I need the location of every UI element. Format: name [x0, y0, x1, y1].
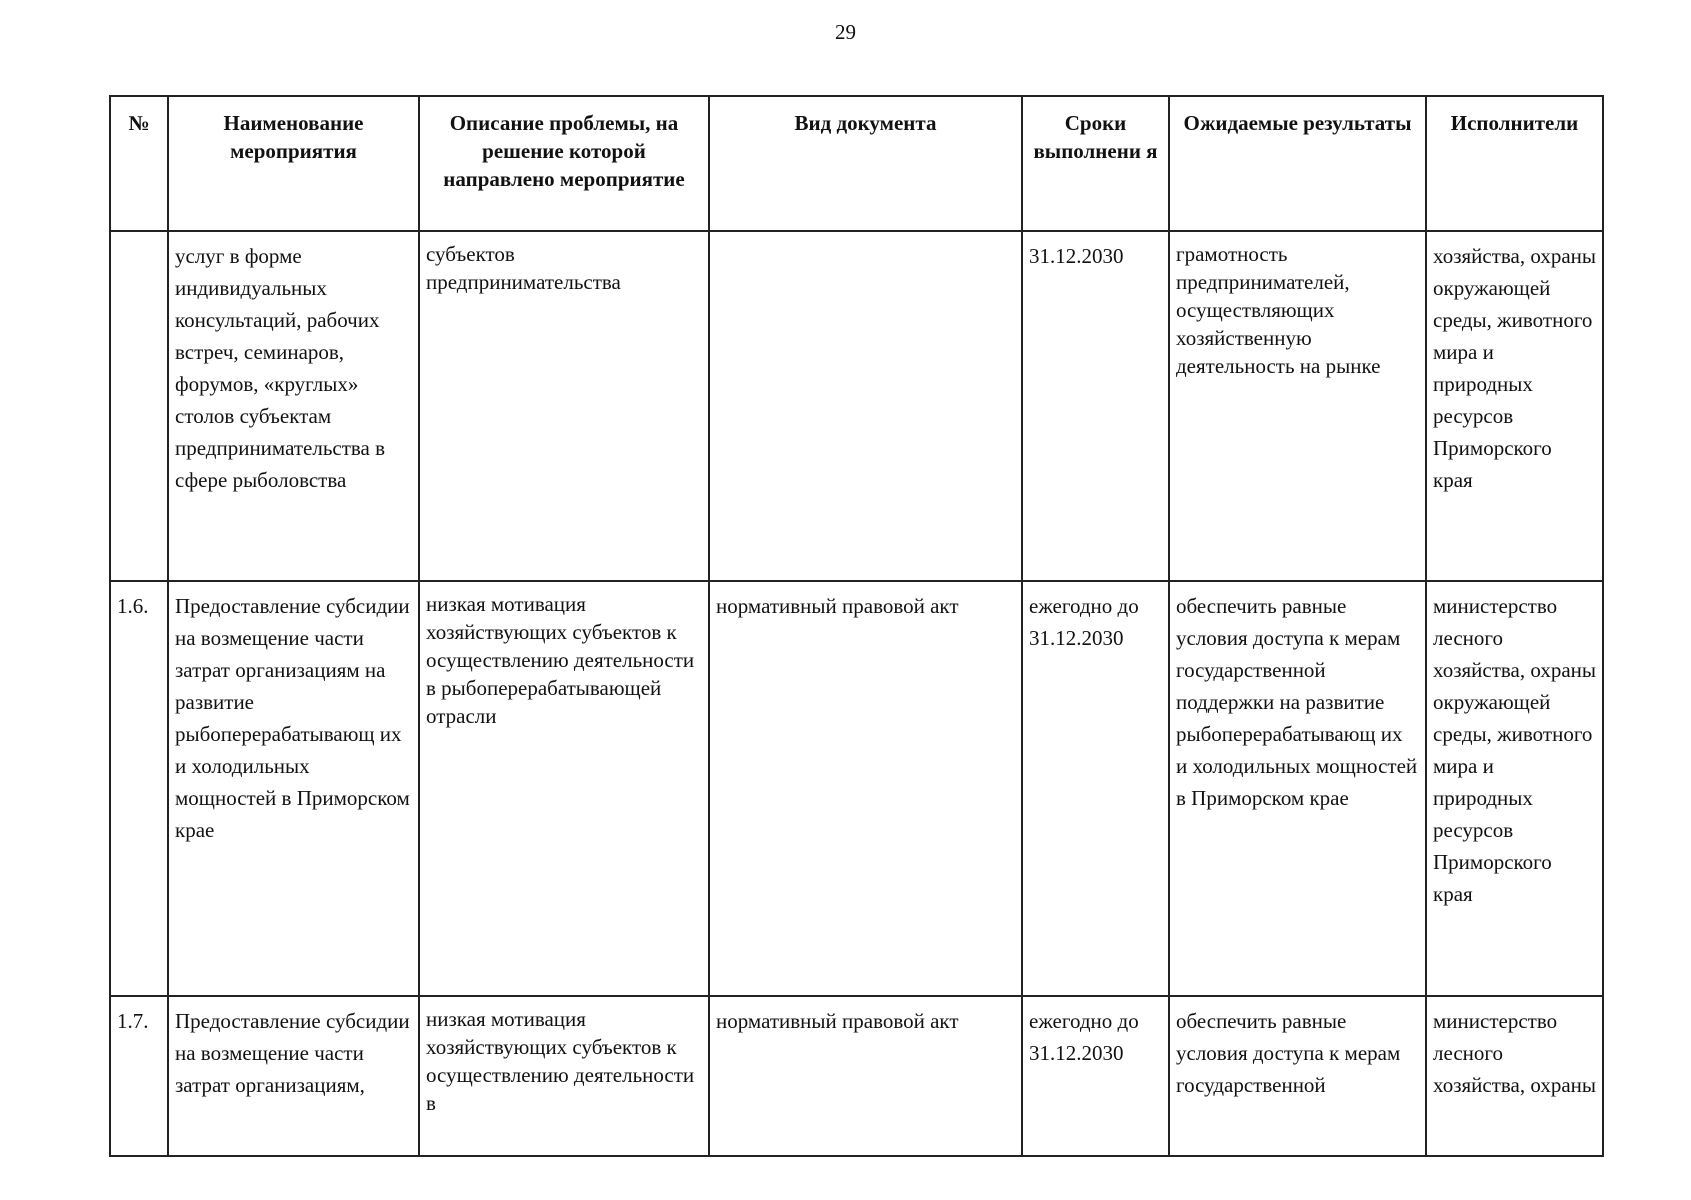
table-row — [110, 581, 1603, 996]
cell-number: 1.7. — [110, 996, 168, 1156]
cell-doc-type: нормативный правовой акт — [709, 996, 1022, 1156]
cell-name: Предоставление субсидии на возмещение части затрат организациям на развитие рыбоперерабатывающ их и холодильных мощностей в Приморском крае — [168, 581, 419, 996]
table-row — [110, 231, 1603, 581]
page-number: 29 — [835, 20, 856, 44]
cell-problem: субъектов предпринимательства — [419, 231, 709, 581]
cell-deadline: ежегодно до 31.12.2030 — [1022, 581, 1169, 996]
cell-problem: низкая мотивация хозяйствующих субъектов к осуществлению деятельности в — [419, 996, 709, 1156]
cell-deadline: ежегодно до 31.12.2030 — [1022, 996, 1169, 1156]
cell-results: обеспечить равные условия доступа к мерам государственной — [1169, 996, 1426, 1156]
measures-table — [109, 95, 1604, 1157]
cell-number: 1.6. — [110, 581, 168, 996]
cell-deadline: 31.12.2030 — [1022, 231, 1169, 581]
cell-name: Предоставление субсидии на возмещение части затрат организациям, — [168, 996, 419, 1156]
table-row — [110, 996, 1603, 1156]
cell-results: обеспечить равные условия доступа к мерам государственной поддержки на развитие рыбоперерабатывающ их и холодильных мощностей в Приморском крае — [1169, 581, 1426, 996]
cell-results: грамотность предпринимателей, осуществляющих хозяйственную деятельность на рынке — [1169, 231, 1426, 581]
header-name: Наименование мероприятия — [168, 96, 419, 231]
cell-number — [110, 231, 168, 581]
table-header-row — [110, 96, 1603, 231]
cell-executors: хозяйства, охраны окружающей среды, животного мира и природных ресурсов Приморского края — [1426, 231, 1603, 581]
cell-executors: министерство лесного хозяйства, охраны — [1426, 996, 1603, 1156]
cell-executors: министерство лесного хозяйства, охраны окружающей среды, животного мира и природных ресурсов Приморского края — [1426, 581, 1603, 996]
cell-name: услуг в форме индивидуальных консультаций, рабочих встреч, семинаров, форумов, «круглых» столов субъектам предпринимательства в сфере рыболовства — [168, 231, 419, 581]
cell-doc-type: нормативный правовой акт — [709, 581, 1022, 996]
header-results: Ожидаемые результаты — [1169, 96, 1426, 231]
cell-problem: низкая мотивация хозяйствующих субъектов к осуществлению деятельности в рыбоперерабатывающей отрасли — [419, 581, 709, 996]
header-deadline: Сроки выполнени я — [1022, 96, 1169, 231]
header-number: № — [110, 96, 168, 231]
header-executors: Исполнители — [1426, 96, 1603, 231]
header-doc-type: Вид документа — [709, 96, 1022, 231]
cell-doc-type — [709, 231, 1022, 581]
header-problem: Описание проблемы, на решение которой направлено мероприятие — [419, 96, 709, 231]
